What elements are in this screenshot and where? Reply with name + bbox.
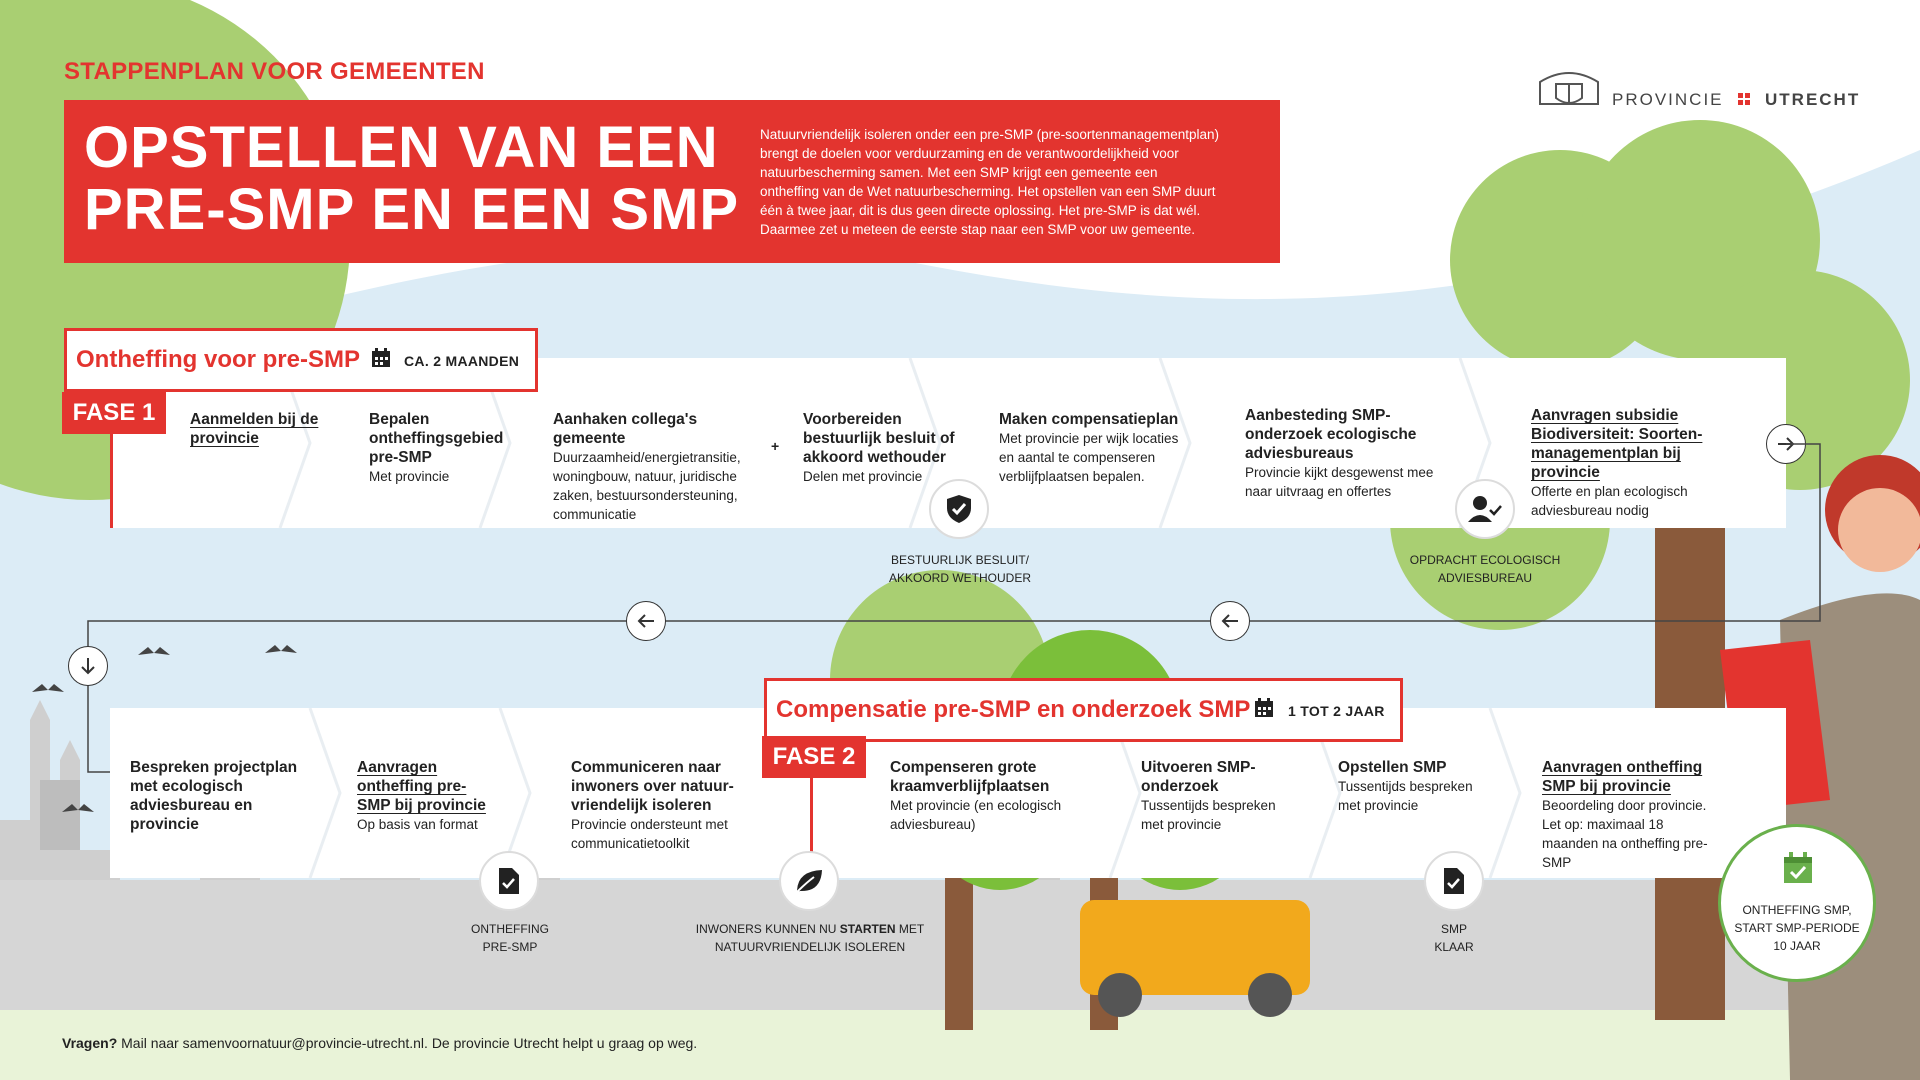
plus-sign: + (771, 438, 780, 454)
milestone-residents-start-label (690, 920, 930, 956)
phase2-step (1542, 758, 1717, 872)
step-title[interactable]: Aanmelden bij de provincie (190, 411, 319, 447)
phase2-title: Compensatie pre-SMP en onderzoek SMP (776, 696, 1251, 723)
label-bold: STARTEN (839, 922, 896, 936)
milestone-exemption-pre-smp (479, 851, 539, 911)
footer-question: Vragen? (62, 1035, 118, 1051)
back-arrow-button[interactable] (626, 601, 666, 641)
phase1-duration: CA. 2 MAANDEN (404, 353, 520, 369)
milestone-commission-label: OPDRACHT ECOLOGISCH ADVIESBUREAU (1409, 553, 1561, 585)
leaf-icon (794, 867, 824, 895)
step-text: Offerte en plan ecologisch adviesbureau nodig (1531, 484, 1688, 518)
milestone-smp-ready (1424, 851, 1484, 911)
step-text: Provincie ondersteunt met communicatietoolkit (571, 817, 728, 851)
phase1-badge: FASE 1 (62, 392, 166, 434)
calendar-icon (1253, 697, 1275, 719)
phase2-step (130, 758, 300, 834)
step-title: Opstellen SMP (1338, 759, 1447, 776)
calendar-check-icon (1783, 852, 1813, 884)
arrow-down-icon (80, 656, 96, 676)
arrow-left-icon (1220, 613, 1240, 629)
phase2-step (1141, 758, 1281, 834)
phase2-badge: FASE 2 (762, 736, 866, 778)
phase1-title: Ontheffing voor pre-SMP (76, 346, 360, 373)
milestone-exemption-pre-smp-label: ONTHEFFING PRE-SMP (471, 922, 549, 954)
step-text: Met provincie (en ecologisch adviesbureau) (890, 798, 1062, 832)
down-arrow-button[interactable] (68, 646, 108, 686)
final-milestone (1718, 824, 1876, 982)
kicker: STAPPENPLAN VOOR GEMEENTEN (64, 58, 485, 85)
phase2-marker-line (810, 778, 813, 853)
document-check-icon (1443, 867, 1465, 895)
step-text: Tussentijds bespreken met provincie (1338, 779, 1473, 813)
step-title: Voorbereiden bestuurlijk besluit of akkoord wethouder (803, 411, 955, 466)
label-pre: INWONERS KUNNEN NU (695, 922, 840, 936)
step-text: Op basis van format (357, 817, 478, 832)
step-text: Beoordeling door provincie. Let op: maximaal 18 maanden na ontheffing pre-SMP (1542, 798, 1708, 870)
step-text: Met provincie per wijk locaties en aantal te compenseren verblijfplaatsen bepalen. (999, 431, 1179, 484)
milestone-residents-start (779, 851, 839, 911)
footer-text[interactable]: Mail naar samenvoornatuur@provincie-utrecht.nl. De provincie Utrecht helpt u graag op weg. (117, 1035, 698, 1051)
step-title: Uitvoeren SMP-onderzoek (1141, 759, 1256, 795)
step-title: Aanbesteding SMP-onderzoek ecologische adviesbureaus (1245, 407, 1417, 462)
step-title: Maken compensatieplan (999, 411, 1179, 428)
logo-name-bold: UTRECHT (1765, 90, 1861, 109)
intro-text: Natuurvriendelijk isoleren onder een pre-SMP (pre-soortenmanagementplan) brengt de doelen voor verduurzaming en de verantwoordelijkheid voor natuurbescherming samen. Met een SMP krijgt een gemeente een ontheffing van de Wet natuurbescherming. Het opstellen van een SMP duurt één à twee jaar, dit is dus geen directe oplossing. Het pre-SMP is dat wél. Daarmee zet u meteen de eerste stap naar een SMP voor uw gemeente. (760, 127, 1219, 237)
step-title: Bespreken projectplan met ecologisch adviesbureau en provincie (130, 759, 298, 833)
step-text: Met provincie (369, 469, 450, 484)
step-title: Aanhaken collega's gemeente (553, 411, 698, 447)
step-title[interactable]: Aanvragen ontheffing pre-SMP bij provincie (357, 759, 486, 814)
page-title: OPSTELLEN VAN EEN PRE-SMP EN EEN SMP (84, 115, 740, 242)
back-arrow-button[interactable] (1210, 601, 1250, 641)
step-title[interactable]: Aanvragen ontheffing SMP bij provincie (1542, 759, 1703, 795)
step-title: Compenseren grote kraamverblijfplaatsen (890, 759, 1050, 795)
step-text: Tussentijds bespreken met provincie (1141, 798, 1276, 832)
label-post: MET NATUURVRIENDELIJK ISOLEREN (714, 922, 925, 954)
step-text: Duurzaamheid/energietransitie, woningbouw, natuur, juridische zaken, bestuursondersteuning, communicatie (553, 450, 741, 522)
milestone-smp-ready-label: SMP KLAAR (1434, 922, 1474, 954)
phase2-step (357, 758, 487, 834)
logo-name-light: PROVINCIE (1612, 90, 1724, 109)
phase2-step (571, 758, 741, 853)
arrow-left-icon (636, 613, 656, 629)
document-check-icon (498, 867, 520, 895)
phase2-step (890, 758, 1070, 834)
footer-contact (62, 1035, 697, 1051)
final-milestone-label: ONTHEFFING SMP, START SMP-PERIODE 10 JAAR (1734, 903, 1860, 953)
step-text: Delen met provincie (803, 469, 923, 484)
step-title[interactable]: Aanvragen subsidie Biodiversiteit: Soorten-managementplan bij provincie (1531, 407, 1703, 481)
milestone-decision-label: BESTUURLIJK BESLUIT/ AKKOORD WETHOUDER (888, 553, 1031, 585)
phase2-duration: 1 TOT 2 JAAR (1288, 703, 1385, 719)
step-title: Communiceren naar inwoners over natuur-vriendelijk isoleren (571, 759, 734, 814)
step-title: Bepalen ontheffingsgebied pre-SMP (369, 411, 504, 466)
phase2-step (1338, 758, 1478, 815)
step-text: Provincie kijkt desgewenst mee naar uitvraag en offertes (1245, 465, 1434, 499)
